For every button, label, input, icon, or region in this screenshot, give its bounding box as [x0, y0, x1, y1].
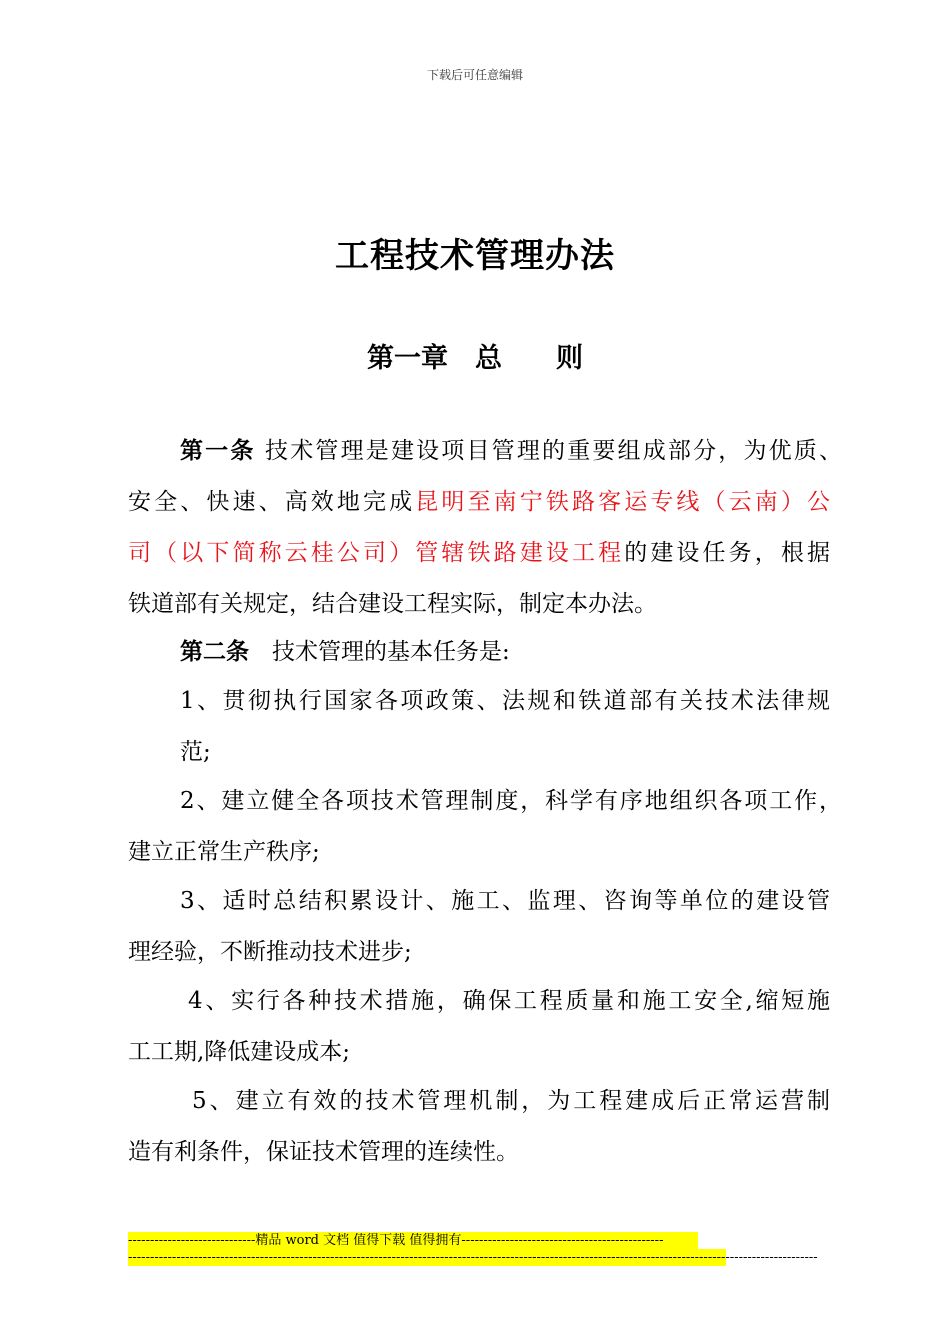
- article1-line4: 铁道部有关规定，结合建设工程实际，制定本办法。: [128, 591, 657, 617]
- item4-line1: 4、实行各种技术措施，确保工程质量和施工安全,缩短施: [188, 988, 830, 1014]
- article1-line3-post: 的建设任务，根据: [624, 540, 831, 566]
- item5-line1: 5、建立有效的技术管理机制，为工程建成后正常运营制: [192, 1088, 830, 1114]
- article1-line2-red: 昆明至南宁铁路客运专线（云南）公: [415, 489, 831, 515]
- document-title: 工程技术管理办法: [335, 236, 615, 276]
- item5-line2: 造有利条件，保证技术管理的连续性。: [128, 1139, 519, 1165]
- article1-label: 第一条: [180, 438, 256, 464]
- item2-line2: 建立正常生产秩序;: [128, 839, 320, 865]
- item2-line1: 2、建立健全各项技术管理制度，科学有序地组织各项工作，: [180, 788, 842, 814]
- article2-text: 技术管理的基本任务是:: [249, 639, 510, 665]
- footer-banner-line1: -----------------------------精品 word 文档 值得下载 值得拥有----------------------------------------------: [128, 1232, 698, 1249]
- item1-line2: 范;: [180, 739, 211, 765]
- chapter-heading: 第一章 总 则: [367, 343, 583, 374]
- article1-text: 技术管理是建设项目管理的重要组成部分，为优质、: [255, 438, 843, 464]
- article1-line3: [128, 542, 830, 565]
- article1-line2-pre: 安全、快速、高效地完成: [128, 489, 416, 515]
- item4-line2: 工工期,降低建设成本;: [128, 1039, 351, 1065]
- item1-line1: 1、贯彻执行国家各项政策、法规和铁道部有关技术法律规: [180, 688, 830, 714]
- article1-line1: [180, 440, 842, 463]
- item3-line1: 3、适时总结积累设计、施工、监理、咨询等单位的建设管: [180, 888, 830, 914]
- article1-line3-red: 司（以下简称云桂公司）管辖铁路建设工程: [128, 540, 625, 566]
- article1-line2: [128, 491, 830, 514]
- article2-label: 第二条: [180, 639, 249, 665]
- page-header: 下载后可任意编辑: [426, 68, 523, 82]
- footer-banner-line2: -------------------------------------------------------------------------------------------------------------------------------------------------------------: [128, 1250, 818, 1265]
- item3-line2: 理经验，不断推动技术进步;: [128, 939, 412, 965]
- article2-line: [180, 641, 510, 664]
